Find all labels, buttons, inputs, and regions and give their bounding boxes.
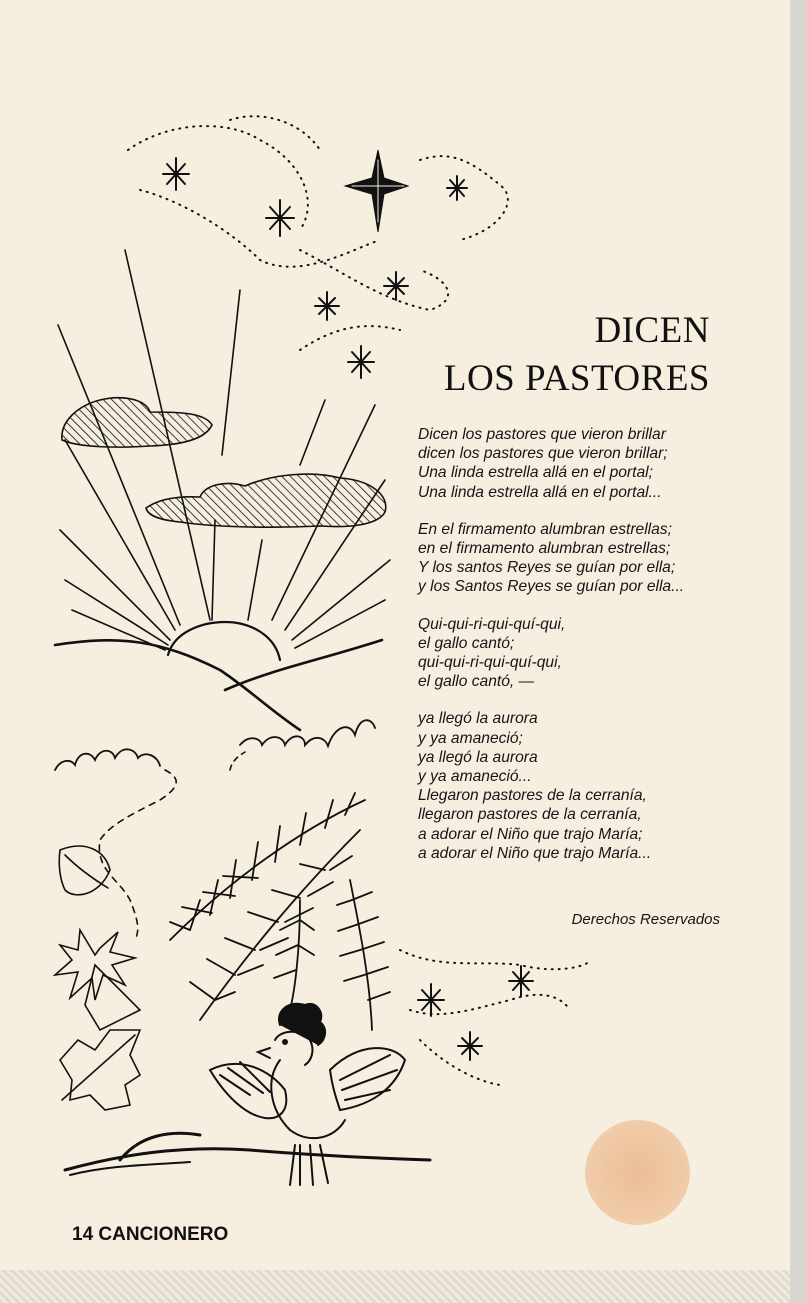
lyric-line: y los Santos Reyes se guían por ella...	[418, 578, 685, 596]
star-icon	[447, 176, 467, 200]
song-lyrics	[418, 425, 748, 881]
lyric-line: el gallo cantó;	[418, 634, 515, 652]
song-title-line-1: DICEN	[594, 310, 710, 351]
holly-leaf-icon	[59, 846, 110, 895]
lyric-line: dicen los pastores que vieron brillar;	[418, 445, 668, 463]
star-icon	[418, 984, 444, 1016]
lyric-line: en el firmamento alumbran estrellas;	[418, 540, 671, 558]
song-title-line-2: LOS PASTORES	[443, 358, 710, 399]
page-bottom-edge	[0, 1270, 790, 1303]
lyric-line: y ya amaneció;	[418, 729, 523, 747]
stanza	[418, 425, 748, 502]
dashed-path	[99, 770, 176, 940]
lyric-line: llegaron pastores de la cerranía,	[418, 806, 642, 824]
large-star-icon	[345, 150, 408, 232]
lyric-line: ya llegó la aurora	[418, 710, 538, 728]
page-edge-shadow	[790, 0, 807, 1303]
page-footer-label: 14 CANCIONERO	[72, 1224, 229, 1245]
poinsettia-icon	[55, 930, 140, 1030]
star-icon	[458, 1032, 482, 1060]
lyric-line: a adorar el Niño que trajo María;	[418, 825, 643, 843]
lyric-line: Y los santos Reyes se guían por ella;	[418, 559, 676, 577]
lyric-line: Una linda estrella allá en el portal;	[418, 464, 653, 482]
hill-icon	[55, 640, 382, 730]
lyric-line: qui-qui-ri-qui-quí-qui,	[418, 654, 562, 672]
lyric-line: a adorar el Niño que trajo María...	[418, 844, 652, 862]
stanza	[418, 709, 748, 863]
lyric-line: Qui-qui-ri-qui-quí-qui,	[418, 615, 566, 633]
star-icon	[315, 292, 339, 320]
paper-stain	[585, 1120, 690, 1225]
stanza	[418, 520, 748, 597]
star-icon	[509, 966, 533, 996]
bush-icon	[55, 720, 375, 770]
lyric-line: Llegaron pastores de la cerranía,	[418, 787, 647, 805]
lyric-line: el gallo cantó, —	[418, 673, 535, 691]
branch-icon	[65, 1133, 430, 1175]
lyric-line: Dicen los pastores que vieron brillar	[418, 426, 666, 443]
cloud-icon	[146, 474, 386, 527]
palm-frond-icon	[170, 793, 390, 1030]
lyric-line: y ya amaneció...	[418, 768, 532, 786]
lyric-line: Una linda estrella allá en el portal...	[418, 483, 662, 501]
sun-rays	[58, 250, 390, 650]
star-icon	[348, 346, 374, 378]
star-icon	[266, 200, 294, 236]
cloud-icon	[62, 398, 212, 447]
rights-notice: Derechos Reservados	[571, 911, 720, 928]
lyric-line: ya llegó la aurora	[418, 748, 538, 766]
star-icon	[163, 158, 189, 190]
stanza	[418, 615, 748, 692]
holly-leaf-icon	[60, 1030, 140, 1110]
lyric-line: En el firmamento alumbran estrellas;	[418, 520, 672, 538]
